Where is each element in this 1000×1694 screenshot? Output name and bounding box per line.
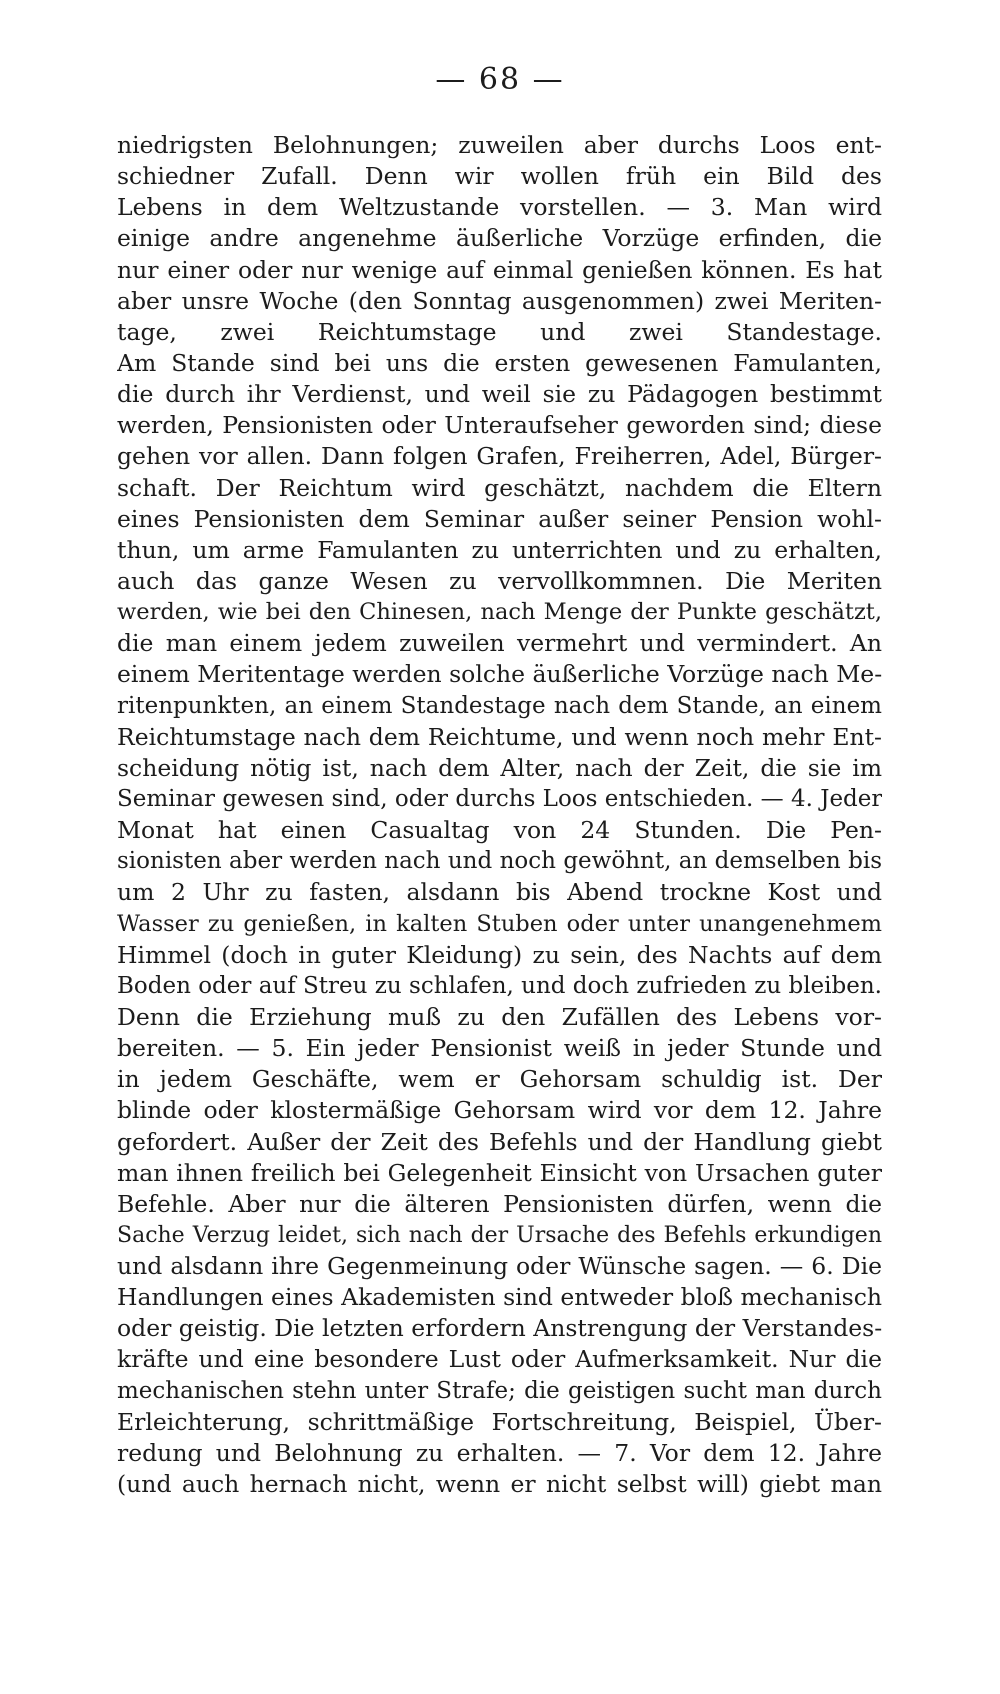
text-line: Handlungen eines Akademisten sind entweder bloß mechanisch: [117, 1283, 882, 1312]
text-line: nur einer oder nur wenige auf einmal genießen können. Es hat: [117, 255, 882, 284]
text-line: werden, wie bei den Chinesen, nach Menge der Punkte geschätzt,: [117, 599, 882, 626]
text-line: thun, um arme Famulanten zu unterrichten und zu erhalten,: [117, 535, 882, 564]
text-line: schaft. Der Reichtum wird geschätzt, nachdem die Eltern: [117, 473, 882, 502]
page-number: — 68 —: [435, 62, 565, 97]
text-line: und alsdann ihre Gegenmeinung oder Wünsche sagen. — 6. Die: [117, 1252, 882, 1281]
text-line: um 2 Uhr zu fasten, alsdann bis Abend trockne Kost und: [117, 878, 882, 907]
text-line: Befehle. Aber nur die älteren Pensionisten dürfen, wenn die: [117, 1189, 882, 1218]
text-line: gehen vor allen. Dann folgen Grafen, Freiherren, Adel, Bürger-: [117, 442, 882, 471]
text-line: man ihnen freilich bei Gelegenheit Einsicht von Ursachen guter: [117, 1158, 882, 1187]
text-line: sionisten aber werden nach und noch gewöhnt, an demselben bis: [117, 848, 882, 875]
text-line: redung und Belohnung zu erhalten. — 7. Vor dem 12. Jahre: [117, 1438, 882, 1467]
text-line: Am Stande sind bei uns die ersten gewesenen Famulanten,: [117, 348, 882, 377]
text-line: auch das ganze Wesen zu vervollkommnen. Die Meriten: [117, 566, 882, 595]
text-line: Seminar gewesen sind, oder durchs Loos entschieden. — 4. Jeder: [117, 785, 882, 812]
text-line: die durch ihr Verdienst, und weil sie zu Pädagogen bestimmt: [117, 380, 882, 409]
text-line: Lebens in dem Weltzustande vorstellen. — 3. Man wird: [117, 193, 882, 222]
text-line: in jedem Geschäfte, wem er Gehorsam schuldig ist. Der: [117, 1065, 882, 1094]
text-line: Boden oder auf Streu zu schlafen, und doch zufrieden zu bleiben.: [117, 972, 882, 999]
text-line: aber unsre Woche (den Sonntag ausgenommen) zwei Meriten-: [117, 286, 882, 315]
text-line: Reichtumstage nach dem Reichtume, und wenn noch mehr Ent-: [117, 722, 882, 751]
text-line: Monat hat einen Casualtag von 24 Stunden. Die Pen-: [117, 816, 882, 845]
text-line: (und auch hernach nicht, wenn er nicht selbst will) giebt man: [117, 1470, 882, 1499]
text-line: gefordert. Außer der Zeit des Befehls und der Handlung giebt: [117, 1127, 882, 1156]
text-line: Denn die Erziehung muß zu den Zufällen des Lebens vor-: [117, 1002, 882, 1031]
text-line: niedrigsten Belohnungen; zuweilen aber durchs Loos ent-: [117, 131, 882, 159]
text-line: bereiten. — 5. Ein jeder Pensionist weiß in jeder Stunde und: [117, 1034, 882, 1063]
text-line: Sache Verzug leidet, sich nach der Ursache des Befehls erkundigen: [117, 1222, 882, 1248]
text-line: oder geistig. Die letzten erfordern Anstrengung der Verstandes-: [117, 1314, 882, 1343]
page-text: [117, 130, 882, 1500]
text-line: werden, Pensionisten oder Unteraufseher geworden sind; diese: [117, 411, 882, 440]
text-line: eines Pensionisten dem Seminar außer seiner Pension wohl-: [117, 504, 882, 533]
text-line: einige andre angenehme äußerliche Vorzüge erfinden, die: [117, 224, 882, 253]
text-line: Wasser zu genießen, in kalten Stuben oder unter unangenehmem: [117, 910, 882, 937]
text-line: kräfte und eine besondere Lust oder Aufmerksamkeit. Nur die: [117, 1345, 882, 1374]
text-line: mechanischen stehn unter Strafe; die geistigen sucht man durch: [117, 1377, 882, 1404]
text-line: ritenpunkten, an einem Standestage nach dem Stande, an einem: [117, 692, 882, 719]
text-line: die man einem jedem zuweilen vermehrt und vermindert. An: [117, 629, 882, 658]
text-line: tage, zwei Reichtumstage und zwei Standestage.: [117, 317, 882, 346]
text-line: Erleichterung, schrittmäßige Fortschreitung, Beispiel, Über-: [117, 1407, 882, 1436]
text-line: scheidung nötig ist, nach dem Alter, nach der Zeit, die sie im: [117, 753, 882, 782]
text-line: Himmel (doch in guter Kleidung) zu sein, des Nachts auf dem: [117, 940, 882, 969]
text-line: schiedner Zufall. Denn wir wollen früh ein Bild des: [117, 162, 882, 191]
text-line: einem Meritentage werden solche äußerliche Vorzüge nach Me-: [117, 660, 882, 689]
text-line: blinde oder klostermäßige Gehorsam wird vor dem 12. Jahre: [117, 1096, 882, 1125]
